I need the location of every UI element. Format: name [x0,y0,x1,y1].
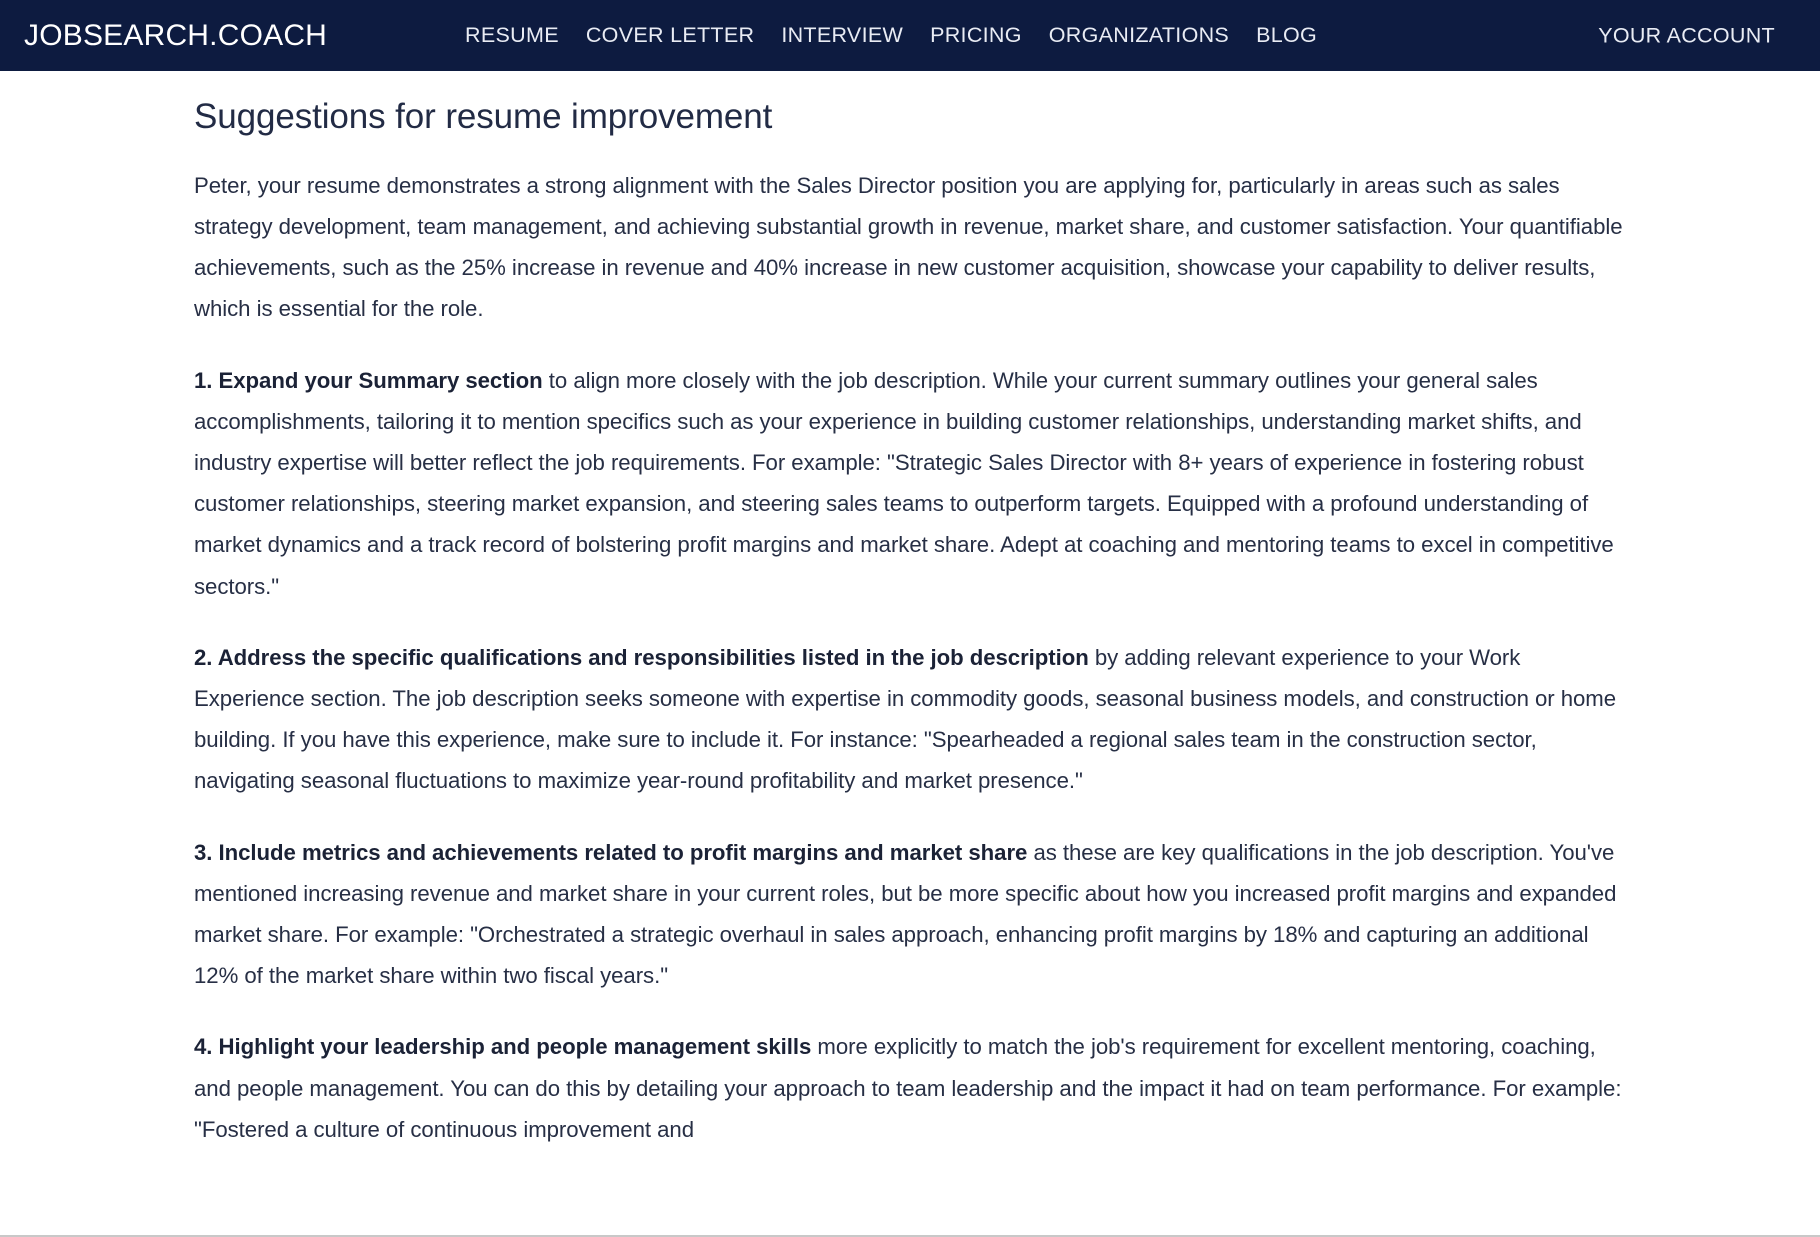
nav-link-your-account[interactable]: YOUR ACCOUNT [1598,23,1775,47]
suggestion-item [194,637,1630,802]
nav-link-blog[interactable]: BLOG [1256,23,1318,47]
nav-link-resume[interactable]: RESUME [465,23,559,47]
suggestion-body-4: more explicitly to match the job's requirement for excellent mentoring, coaching, and people management. You can do this by detailing your approach to team leadership and the impact it had on team performance. For example: "Fostered a culture of continuous improvement and [194,1034,1622,1142]
page-title: Suggestions for resume improvement [194,97,773,136]
intro-paragraph: Peter, your resume demonstrates a strong alignment with the Sales Director position you are applying for, particularly in areas such as sales strategy development, team management, and achieving substantial growth in revenue, market share, and customer satisfaction. Your quantifiable achievements, such as the 25% increase in revenue and 40% increase in new customer acquisition, showcase your capability to deliver results, which is essential for the role. [194,172,1623,322]
nav-link-organizations[interactable]: ORGANIZATIONS [1048,23,1230,47]
suggestion-heading-2: 2. Address the specific qualifications and responsibilities listed in the job description [194,644,1089,670]
suggestion-item [194,360,1630,607]
suggestion-body-3: as these are key qualifications in the job description. You've mentioned increasing revenue and market share in your current roles, but be more specific about how you increased profit margins and expanded market share. For example: "Orchestrated a strategic overhaul in sales approach, enhancing profit margins by 18% and capturing an additional 12% of the market share within two fiscal years." [194,839,1617,989]
account-nav-group [1598,23,1775,48]
site-logo[interactable]: JOBSEARCH.COACH [24,18,328,52]
nav-link-interview[interactable]: INTERVIEW [781,23,904,47]
suggestion-heading-4: 4. Highlight your leadership and people management skills [194,1034,812,1060]
suggestion-heading-3: 3. Include metrics and achievements related to profit margins and market share [194,839,1028,865]
top-navigation-bar [0,0,1820,71]
suggestion-body-1: to align more closely with the job description. While your current summary outlines your general sales accomplishments, tailoring it to mention specifics such as your experience in building customer relationships, understanding market shifts, and industry expertise will better reflect the job requirements. For example: "Strategic Sales Director with 8+ years of experience in fostering robust customer relationships, steering market expansion, and steering sales teams to outperform targets. Equipped with a profound understanding of market dynamics and a track record of bolstering profit margins and market share. Adept at coaching and mentoring teams to excel in competitive sectors." [194,367,1614,599]
suggestion-item [194,832,1630,997]
suggestion-heading-1: 1. Expand your Summary section [194,367,543,393]
primary-nav-menu [465,23,1317,48]
suggestion-item [194,1026,1630,1150]
nav-link-pricing[interactable]: PRICING [930,23,1022,47]
main-content-area [0,71,1820,1237]
suggestion-body-2: by adding relevant experience to your Work Experience section. The job description seeks someone with expertise in commodity goods, seasonal business models, and construction or home building. If you have this experience, make sure to include it. For instance: "Spearheaded a regional sales team in the construction sector, navigating seasonal fluctuations to maximize year-round profitability and market presence." [194,644,1617,794]
content-inner [0,71,1820,1150]
nav-link-cover-letter[interactable]: COVER LETTER [585,23,755,47]
